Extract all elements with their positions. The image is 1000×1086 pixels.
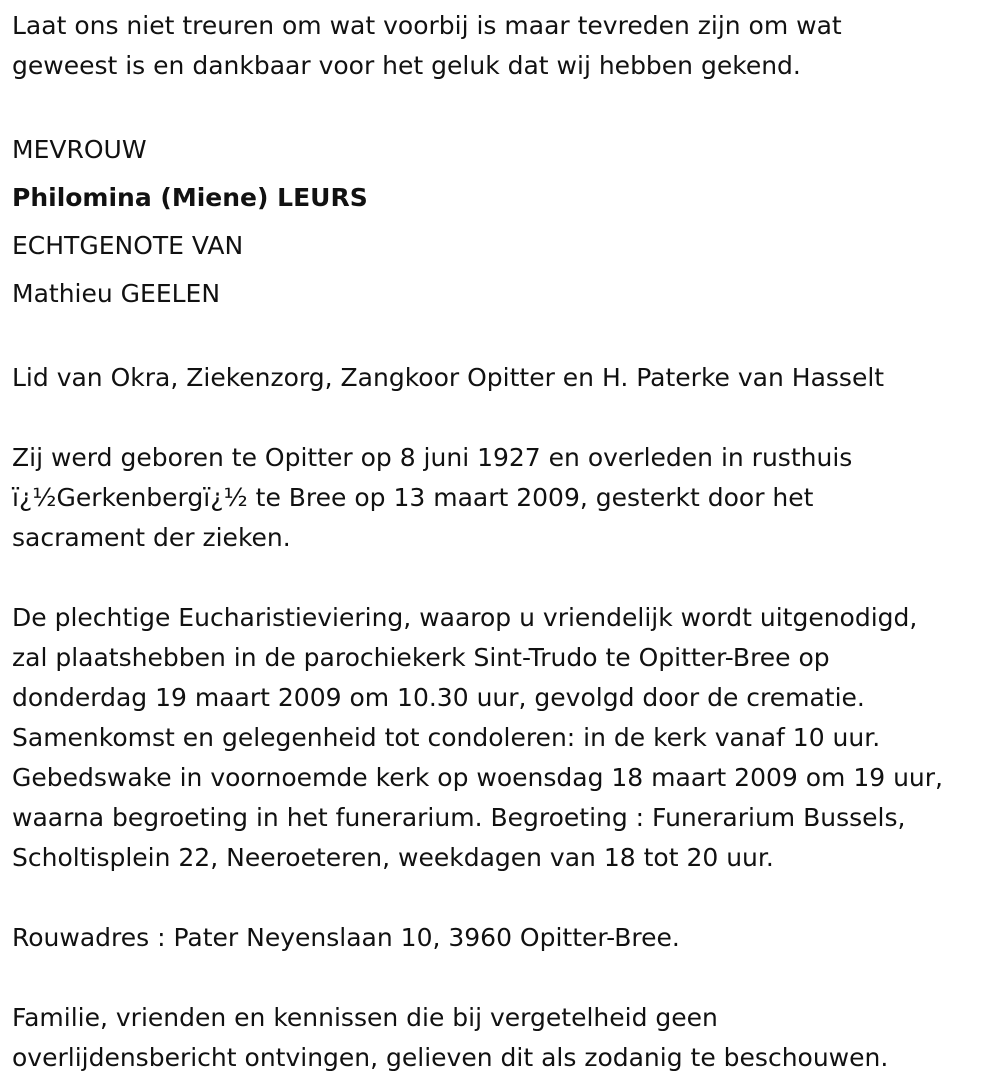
deceased-relation: ECHTGENOTE VAN	[12, 231, 244, 260]
ceremony-line: waarna begroeting in het funerarium. Begroeting : Funerarium Bussels,	[12, 803, 906, 832]
birth-death-line: ï¿½Gerkenbergï¿½ te Bree op 13 maart 2009, gesterkt door het	[12, 483, 814, 512]
ceremony-line: zal plaatshebben in de parochiekerk Sint-Trudo te Opitter-Bree op	[12, 643, 830, 672]
deceased-title: MEVROUW	[12, 135, 147, 164]
ceremony-line: De plechtige Eucharistieviering, waarop u vriendelijk wordt uitgenodigd,	[12, 603, 918, 632]
motto-line: Laat ons niet treuren om wat voorbij is maar tevreden zijn om wat	[12, 11, 842, 40]
motto-block	[12, 6, 988, 86]
deceased-block	[12, 126, 988, 318]
membership-block	[12, 358, 988, 398]
address-block	[12, 918, 988, 958]
ceremony-line: donderdag 19 maart 2009 om 10.30 uur, gevolgd door de crematie.	[12, 683, 865, 712]
motto-line: geweest is en dankbaar voor het geluk dat wij hebben gekend.	[12, 51, 801, 80]
ceremony-line: Samenkomst en gelegenheid tot condoleren: in de kerk vanaf 10 uur.	[12, 723, 881, 752]
ceremony-line: Scholtisplein 22, Neeroeteren, weekdagen van 18 tot 20 uur.	[12, 843, 774, 872]
closing-block	[12, 998, 988, 1078]
birth-death-line: Zij werd geboren te Opitter op 8 juni 1927 en overleden in rusthuis	[12, 443, 853, 472]
closing-line: overlijdensbericht ontvingen, gelieven dit als zodanig te beschouwen.	[12, 1043, 889, 1072]
birth-death-line: sacrament der zieken.	[12, 523, 291, 552]
membership-text: Lid van Okra, Ziekenzorg, Zangkoor Opitter en H. Paterke van Hasselt	[12, 363, 885, 392]
ceremony-block	[12, 598, 988, 878]
spouse-name: Mathieu GEELEN	[12, 279, 221, 308]
deceased-name: Philomina (Miene) LEURS	[12, 183, 368, 212]
birth-death-block	[12, 438, 988, 558]
closing-line: Familie, vrienden en kennissen die bij vergetelheid geen	[12, 1003, 718, 1032]
ceremony-line: Gebedswake in voornoemde kerk op woensdag 18 maart 2009 om 19 uur,	[12, 763, 944, 792]
mourning-address: Rouwadres : Pater Neyenslaan 10, 3960 Opitter-Bree.	[12, 923, 680, 952]
